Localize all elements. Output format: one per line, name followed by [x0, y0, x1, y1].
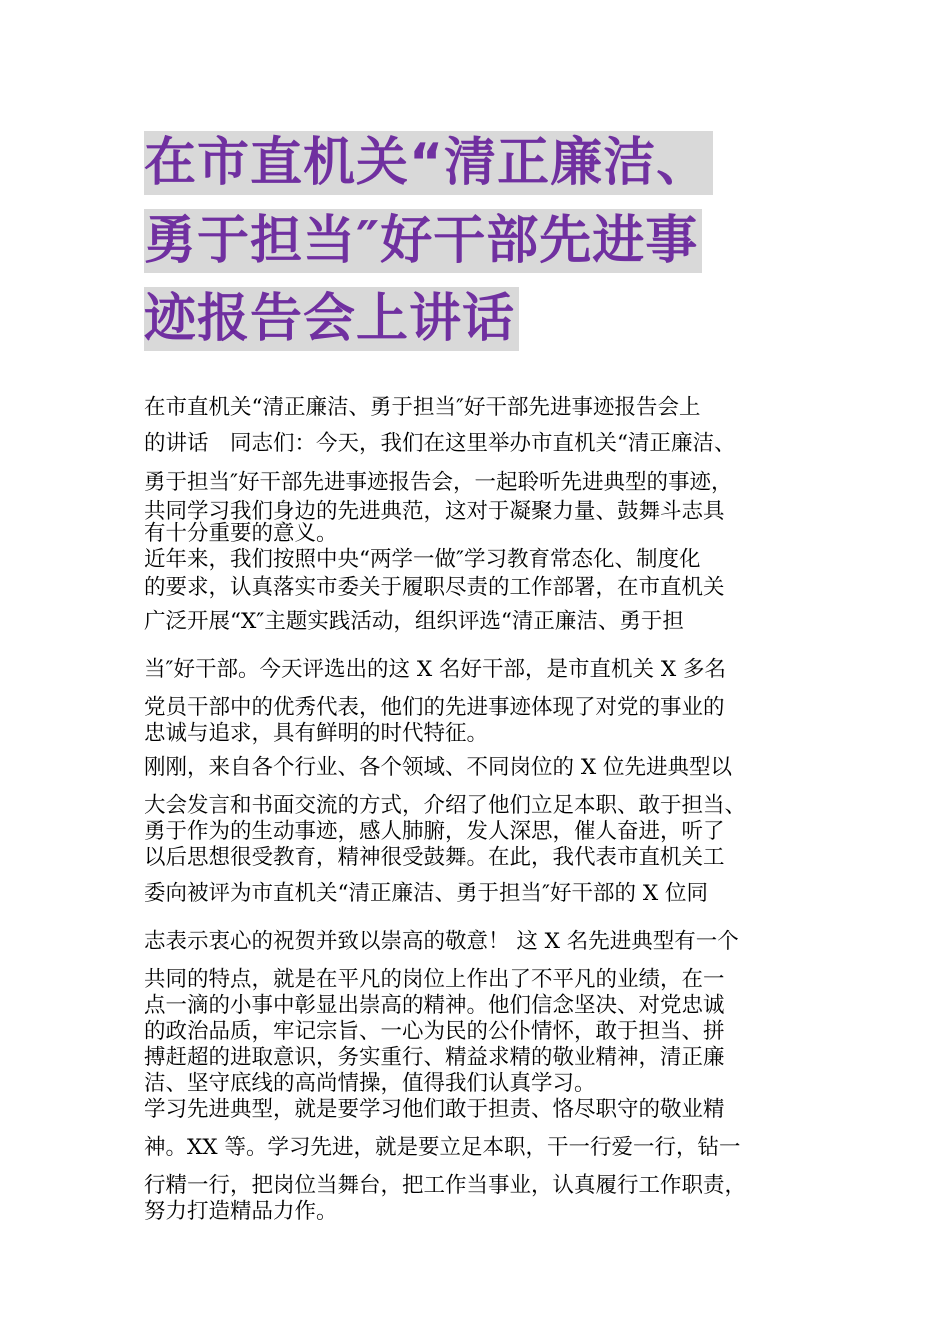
body-line: 在市直机关“清正廉洁、勇于担当″好干部先进事迹报告会上: [144, 395, 701, 420]
body-line: 行精一行，把岗位当舞台，把工作当事业，认真履行工作职责，: [144, 1173, 747, 1198]
document-title: [144, 131, 814, 365]
title-line-3: 迹报告会上讲话: [144, 287, 519, 351]
body-line: 委向被评为市直机关“清正廉洁、勇于担当″好干部的 X 位同: [144, 881, 708, 906]
body-line: 努力打造精品力作。: [144, 1199, 338, 1224]
body-line: 共同的特点，就是在平凡的岗位上作出了不平凡的业绩，在一: [144, 967, 725, 992]
body-line: 共同学习我们身边的先进典范，这对于凝聚力量、鼓舞斗志具: [144, 499, 725, 524]
body-line: 大会发言和书面交流的方式，介绍了他们立足本职、敢于担当、: [144, 793, 747, 818]
body-line: 刚刚，来自各个行业、各个领域、不同岗位的 X 位先进典型以: [144, 755, 732, 780]
body-line: 党员干部中的优秀代表，他们的先进事迹体现了对党的事业的: [144, 695, 725, 720]
body-line: 近年来，我们按照中央“两学一做″学习教育常态化、制度化: [144, 547, 701, 572]
body-line: 当″好干部。今天评选出的这 X 名好干部，是市直机关 X 多名: [144, 657, 726, 682]
body-line: 以后思想很受教育，精神很受鼓舞。在此，我代表市直机关工: [144, 845, 725, 870]
body-line: 勇于作为的生动事迹，感人肺腑，发人深思，催人奋进，听了: [144, 819, 725, 844]
body-line: 搏赶超的进取意识，务实重行、精益求精的敬业精神，清正廉: [144, 1045, 725, 1070]
title-line-2: 勇于担当″好干部先进事: [144, 209, 702, 273]
body-line: 勇于担当″好干部先进事迹报告会，一起聆听先进典型的事迹，: [144, 470, 733, 495]
body-line: 点一滴的小事中彰显出崇高的精神。他们信念坚决、对党忠诚: [144, 993, 725, 1018]
body-line: 的讲话 同志们：今天，我们在这里举办市直机关“清正廉洁、: [144, 431, 736, 456]
body-line: 神。XX 等。学习先进，就是要立足本职，干一行爱一行，钻一: [144, 1135, 741, 1160]
body-line: 的政治品质，牢记宗旨、一心为民的公仆情怀，敢于担当、拼: [144, 1019, 725, 1044]
body-line: 广泛开展“X″主题实践活动，组织评选“清正廉洁、勇于担: [144, 609, 684, 634]
body-line: 志表示衷心的祝贺并致以崇高的敬意！ 这 X 名先进典型有一个: [144, 929, 739, 954]
body-line: 的要求，认真落实市委关于履职尽责的工作部署，在市直机关: [144, 575, 725, 600]
body-line: 洁、坚守底线的高尚情操，值得我们认真学习。: [144, 1071, 596, 1096]
title-line-1: 在市直机关“清正廉洁、: [144, 131, 713, 195]
body-line: 有十分重要的意义。: [144, 521, 338, 546]
body-line: 忠诚与追求，具有鲜明的时代特征。: [144, 721, 489, 746]
body-line: 学习先进典型，就是要学习他们敢于担责、恪尽职守的敬业精: [144, 1097, 725, 1122]
